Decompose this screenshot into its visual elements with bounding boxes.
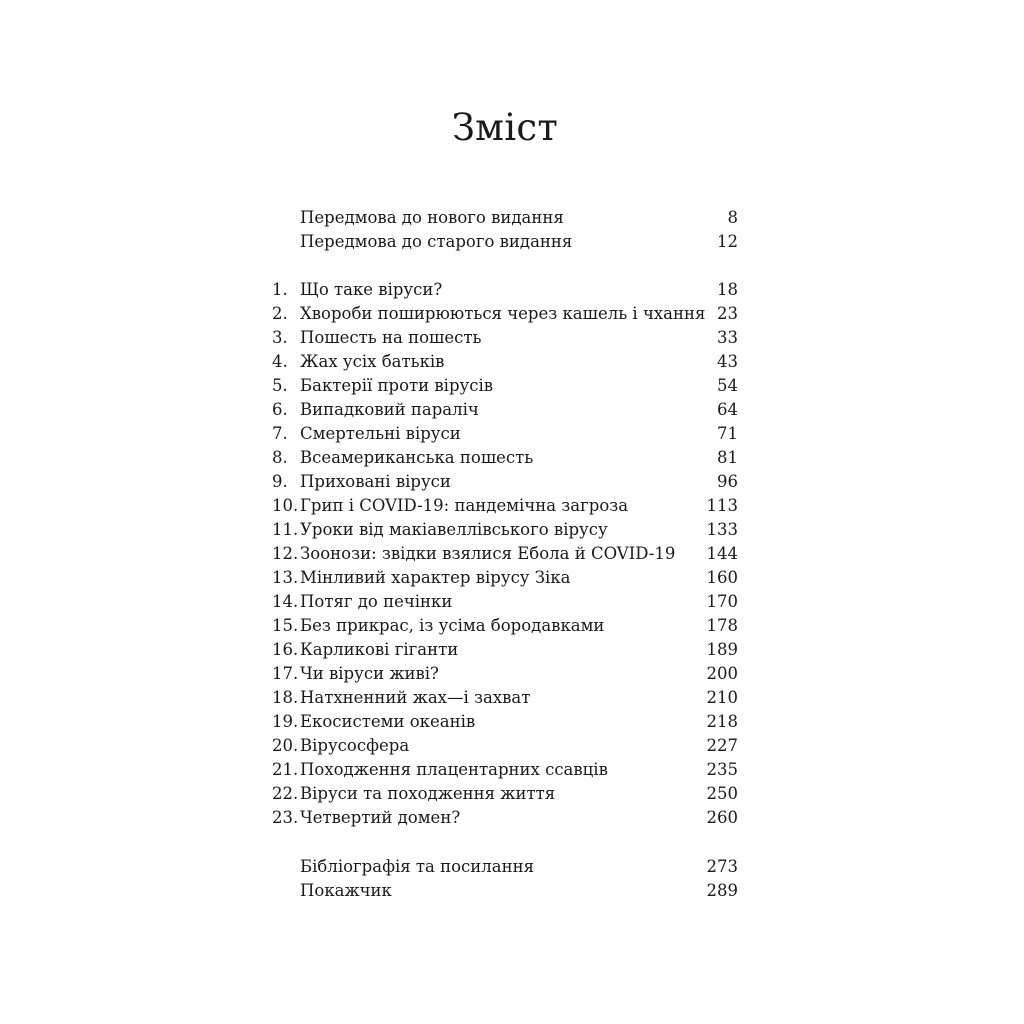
toc-entry	[272, 518, 738, 542]
toc-entry-title: Бактерії проти вірусів	[300, 376, 494, 395]
toc-entry-number: 4.	[272, 352, 288, 371]
toc-entry	[272, 398, 738, 422]
toc-entry-title: Чи віруси живі?	[300, 664, 439, 683]
toc-entry	[272, 686, 738, 710]
toc-entry-page: 227	[706, 736, 738, 755]
toc-entry-number: 21.	[272, 760, 299, 779]
toc-entry-title: Хвороби поширюються через кашель і чхання	[300, 304, 706, 323]
toc-entry-number: 23.	[272, 808, 299, 827]
toc-entry-number: 11.	[272, 520, 299, 539]
toc-entry-title: Віруси та походження життя	[300, 784, 556, 803]
toc-entry-page: 289	[706, 881, 738, 900]
toc-entry-page: 113	[706, 496, 738, 515]
toc-front-matter	[272, 206, 738, 254]
toc-entry-page: 133	[706, 520, 738, 539]
toc-entry	[272, 614, 738, 638]
toc-back-matter	[272, 855, 738, 903]
toc-entry	[272, 230, 738, 254]
toc-entry-page: 144	[706, 544, 738, 563]
toc-entry-page: 18	[717, 280, 738, 299]
toc-entry-page: 23	[717, 304, 738, 323]
toc-entry	[272, 806, 738, 830]
toc-entry-number: 5.	[272, 376, 288, 395]
toc-entry	[272, 710, 738, 734]
toc-entry-number: 1.	[272, 280, 288, 299]
toc-entry-number: 22.	[272, 784, 299, 803]
toc-entry	[272, 470, 738, 494]
toc-entry	[272, 302, 738, 326]
toc-entry-title: Передмова до нового видання	[300, 208, 564, 227]
toc-entry	[272, 206, 738, 230]
toc-entry	[272, 494, 738, 518]
toc-entry-number: 7.	[272, 424, 288, 443]
toc-entry	[272, 662, 738, 686]
toc-entry-title: Уроки від макіавеллівського вірусу	[300, 520, 608, 539]
toc-entry-number: 17.	[272, 664, 299, 683]
toc-entry-page: 33	[717, 328, 738, 347]
toc-entry	[272, 326, 738, 350]
toc-entry-page: 64	[717, 400, 738, 419]
page-title: Зміст	[451, 106, 559, 149]
toc-entry	[272, 446, 738, 470]
toc-entry-page: 71	[717, 424, 738, 443]
toc-entry-title: Без прикрас, із усіма бородавками	[300, 616, 605, 635]
toc-entry-page: 260	[706, 808, 738, 827]
toc-entry	[272, 855, 738, 879]
toc-entry-title: Смертельні віруси	[300, 424, 461, 443]
toc-entry-page: 8	[727, 208, 738, 227]
toc-entry	[272, 278, 738, 302]
toc-entry-title: Мінливий характер вірусу Зіка	[300, 568, 571, 587]
toc-entry-title: Передмова до старого видання	[300, 232, 573, 251]
toc-entry-number: 9.	[272, 472, 288, 491]
toc-entry-page: 273	[706, 857, 738, 876]
toc-entry-number: 6.	[272, 400, 288, 419]
toc-entry-number: 18.	[272, 688, 299, 707]
toc-entry-page: 160	[706, 568, 738, 587]
toc-entry-title: Натхненний жах—і захват	[300, 688, 531, 707]
toc-chapters	[272, 278, 738, 830]
toc-entry-page: 54	[717, 376, 738, 395]
toc-entry-title: Покажчик	[300, 881, 392, 900]
toc-entry-title: Що таке віруси?	[300, 280, 443, 299]
toc-entry-page: 210	[706, 688, 738, 707]
toc-entry	[272, 638, 738, 662]
toc-entry-title: Всеамериканська пошесть	[300, 448, 534, 467]
toc-entry-title: Бібліографія та посилання	[300, 857, 535, 876]
toc-entry-number: 3.	[272, 328, 288, 347]
toc-entry-number: 20.	[272, 736, 299, 755]
toc-entry	[272, 879, 738, 903]
toc-entry-title: Екосистеми океанів	[300, 712, 476, 731]
toc-entry-page: 170	[706, 592, 738, 611]
toc-entry-title: Пошесть на пошесть	[300, 328, 482, 347]
toc-entry	[272, 566, 738, 590]
toc-entry-number: 13.	[272, 568, 299, 587]
toc-entry-number: 16.	[272, 640, 299, 659]
toc-entry-title: Зоонози: звідки взялися Ебола й COVID-19	[300, 544, 676, 563]
toc-entry-title: Потяг до печінки	[300, 592, 453, 611]
toc-entry-title: Карликові гіганти	[300, 640, 459, 659]
toc-entry-page: 43	[717, 352, 738, 371]
toc-entry-page: 189	[706, 640, 738, 659]
toc-entry-page: 96	[717, 472, 738, 491]
toc-entry-title: Четвертий домен?	[300, 808, 461, 827]
toc-entry-page: 178	[706, 616, 738, 635]
toc-entry	[272, 782, 738, 806]
toc-entry-title: Випадковий параліч	[300, 400, 479, 419]
toc-entry-page: 200	[706, 664, 738, 683]
toc-entry-page: 12	[717, 232, 738, 251]
toc-entry-number: 19.	[272, 712, 299, 731]
toc-entry-page: 235	[706, 760, 738, 779]
toc-entry-title: Жах усіх батьків	[300, 352, 445, 371]
toc-entry	[272, 350, 738, 374]
toc-entry-page: 218	[706, 712, 738, 731]
toc-entry	[272, 542, 738, 566]
toc-entry-page: 250	[706, 784, 738, 803]
toc-entry-title: Походження плацентарних ссавців	[300, 760, 608, 779]
toc-entry-page: 81	[717, 448, 738, 467]
toc-entry	[272, 422, 738, 446]
toc-entry-title: Грип і COVID-19: пандемічна загроза	[300, 496, 629, 515]
toc-entry	[272, 734, 738, 758]
toc-entry-number: 15.	[272, 616, 299, 635]
toc-entry-number: 12.	[272, 544, 299, 563]
toc-entry-number: 2.	[272, 304, 288, 323]
toc-entry-number: 8.	[272, 448, 288, 467]
toc-entry-title: Приховані віруси	[300, 472, 451, 491]
toc-entry-number: 14.	[272, 592, 299, 611]
toc-entry	[272, 590, 738, 614]
toc-entry	[272, 374, 738, 398]
toc-entry	[272, 758, 738, 782]
toc-entry-title: Вірусосфера	[300, 736, 410, 755]
toc-entry-number: 10.	[272, 496, 299, 515]
